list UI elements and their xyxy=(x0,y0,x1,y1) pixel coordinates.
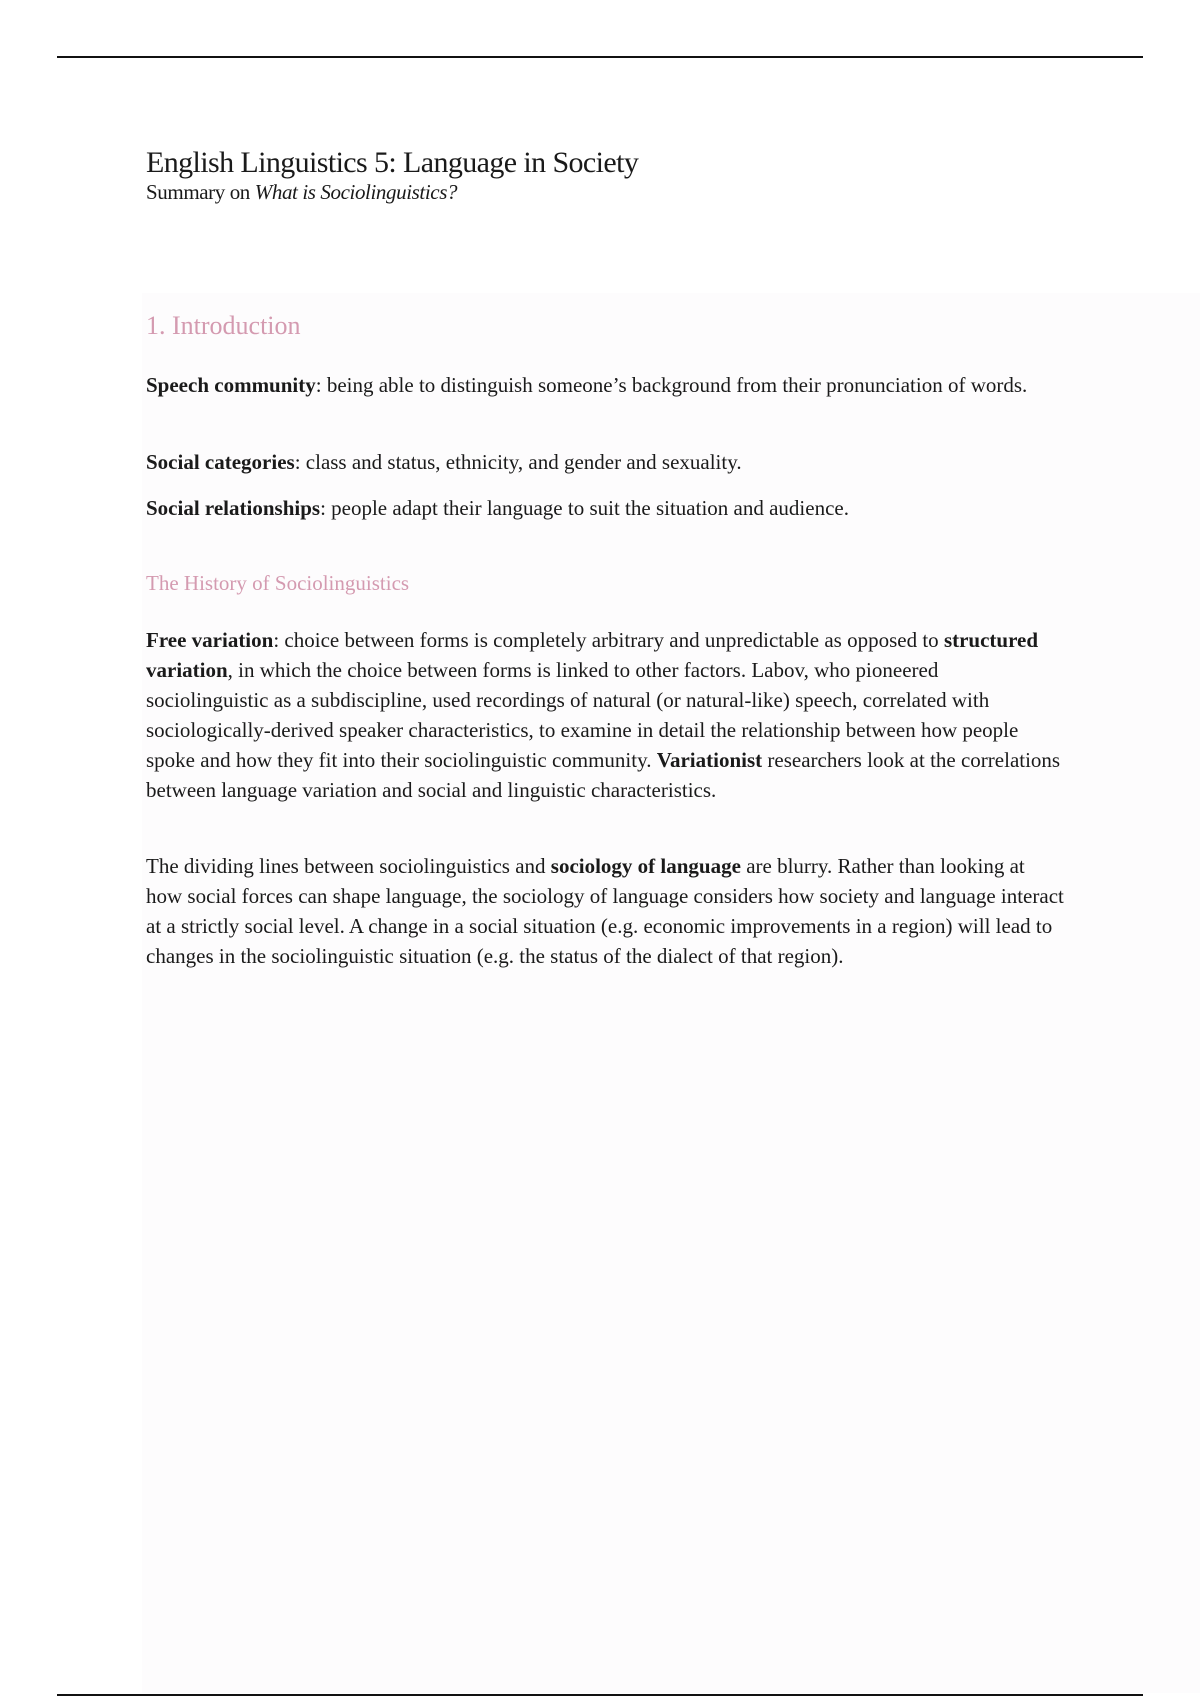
definition-text: : people adapt their language to suit the situation and audience. xyxy=(320,496,849,520)
term-variationist: Variationist xyxy=(656,748,763,772)
history-paragraph-1 xyxy=(146,625,1066,805)
document-title: English Linguistics 5: Language in Society xyxy=(146,146,639,179)
paragraph-text: researchers look at the correlations between language variation and social and linguistic characteristics. xyxy=(146,748,1061,802)
paragraph-text: are blurry. Rather than looking at how social forces can shape language, the sociology of language considers how society and language interact at a strictly social level. A change in a social situation (e.g. economic improvements in a region) will lead to changes in the sociolinguistic situation (e.g. the status of the dialect of that region). xyxy=(146,854,1064,968)
definition-text: : class and status, ethnicity, and gender and sexuality. xyxy=(294,450,742,474)
term-structured-variation: structured variation xyxy=(146,628,1039,682)
paragraph-text: : choice between forms is completely arbitrary and unpredictable as opposed to xyxy=(273,628,944,652)
paragraph-text: The dividing lines between sociolinguistics and xyxy=(146,854,551,878)
definition-text: : being able to distinguish someone’s background from their pronunciation of words. xyxy=(315,373,1028,397)
term-sociology-of-language: sociology of language xyxy=(550,854,741,878)
term: Social relationships xyxy=(146,496,321,520)
section-heading-introduction: 1. Introduction xyxy=(146,311,301,340)
subtitle-prefix: Summary on xyxy=(146,180,255,204)
term: Social categories xyxy=(146,450,295,474)
definition-social-relationships xyxy=(146,493,1066,523)
top-rule xyxy=(57,56,1143,58)
term: Speech community xyxy=(146,373,316,397)
paragraph-text: , in which the choice between forms is linked to other factors. Labov, who pioneered sociolinguistic as a subdiscipline, used recordings of natural (or natural-like) speech, correlated with sociologically-derived speaker characteristics, to examine in detail the relationship between how people spoke and how they fit into their sociolinguistic community. xyxy=(146,658,1019,772)
subtitle-italic: What is Sociolinguistics? xyxy=(254,180,458,204)
history-paragraph-2 xyxy=(146,851,1066,971)
bottom-rule xyxy=(57,1694,1143,1696)
document-body xyxy=(146,146,1066,968)
definition-social-categories xyxy=(146,447,1066,477)
term-free-variation: Free variation xyxy=(146,628,274,652)
definition-speech-community xyxy=(146,370,1066,400)
subsection-heading-history: The History of Sociolinguistics xyxy=(146,571,410,595)
document-subtitle xyxy=(146,180,1066,204)
